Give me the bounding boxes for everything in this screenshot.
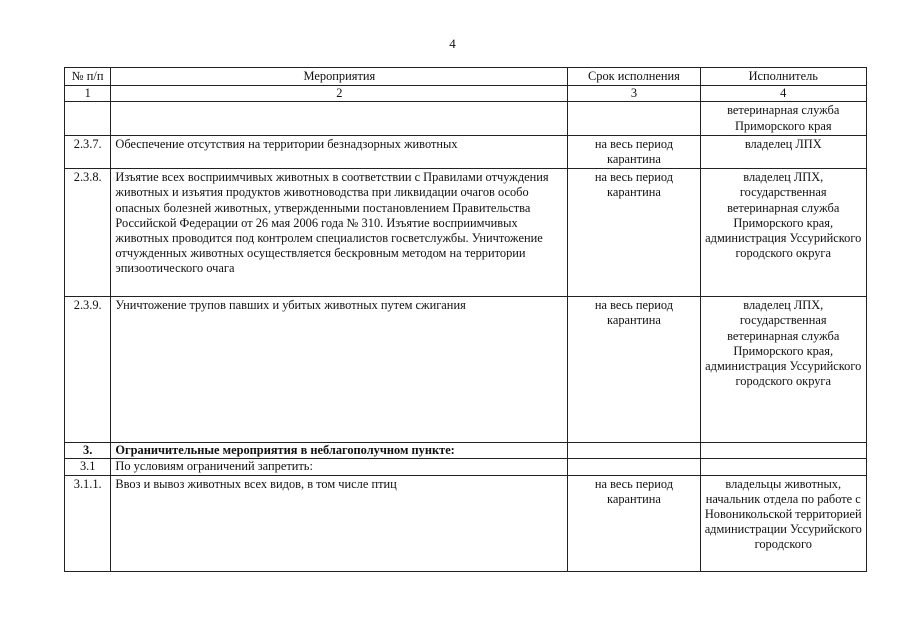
row-number-cell: 3.1.1.	[65, 475, 111, 571]
column-number-cell: 3	[568, 86, 700, 102]
page-number: 4	[449, 36, 456, 51]
row-term-cell: на весь период карантина	[568, 475, 700, 571]
table-row	[65, 297, 867, 443]
section-heading-row	[65, 443, 867, 459]
row-activity-cell	[111, 102, 568, 135]
row-executor-cell: владелец ЛПХ, государственная ветеринарная служба Приморского края, администрация Уссурийского городского округа	[700, 169, 866, 297]
row-activity-cell: Изъятие всех восприимчивых животных в соответствии с Правилами отчуждения животных и изъятия продуктов животноводства при ликвидации очагов особо опасных болезней животных, утвержденными постановлением Правительства Российской Федерации от 26 мая 2006 года № 310. Изъятие восприимчивых животных проводится под контролем специалистов госветслужбы. Уничтожение отчужденных животных осуществляется бескровным методом на территории эпизоотического очага	[111, 169, 568, 297]
row-term-cell	[568, 443, 700, 459]
table-row	[65, 135, 867, 168]
column-number-row	[65, 86, 867, 102]
header-cell-executor: Исполнитель	[700, 68, 866, 86]
row-number-cell: 2.3.9.	[65, 297, 111, 443]
row-number-cell: 2.3.8.	[65, 169, 111, 297]
row-term-cell: на весь период карантина	[568, 135, 700, 168]
header-cell-number: № п/п	[65, 68, 111, 86]
table-row	[65, 102, 867, 135]
row-executor-cell: ветеринарная служба Приморского края	[700, 102, 866, 135]
row-executor-cell	[700, 443, 866, 459]
row-number-cell: 3.1	[65, 459, 111, 475]
table-header-row	[65, 68, 867, 86]
column-number-cell: 4	[700, 86, 866, 102]
measures-table	[64, 67, 867, 572]
column-number-cell: 2	[111, 86, 568, 102]
header-cell-term: Срок исполнения	[568, 68, 700, 86]
header-cell-activity: Мероприятия	[111, 68, 568, 86]
row-number-cell	[65, 102, 111, 135]
row-executor-cell: владельцы животных, начальник отдела по работе с Новоникольской территорией администрации Уссурийского городского	[700, 475, 866, 571]
row-number-cell: 3.	[65, 443, 111, 459]
row-executor-cell	[700, 459, 866, 475]
column-number-cell: 1	[65, 86, 111, 102]
row-term-cell: на весь период карантина	[568, 297, 700, 443]
row-activity-cell: Уничтожение трупов павших и убитых животных путем сжигания	[111, 297, 568, 443]
table-row	[65, 475, 867, 571]
row-activity-cell: По условиям ограничений запретить:	[111, 459, 568, 475]
row-activity-cell: Обеспечение отсутствия на территории безнадзорных животных	[111, 135, 568, 168]
row-number-cell: 2.3.7.	[65, 135, 111, 168]
row-executor-cell: владелец ЛПХ	[700, 135, 866, 168]
row-executor-cell: владелец ЛПХ, государственная ветеринарная служба Приморского края, администрация Уссурийского городского округа	[700, 297, 866, 443]
table-row	[65, 459, 867, 475]
row-activity-cell: Ограничительные мероприятия в неблагополучном пункте:	[111, 443, 568, 459]
row-term-cell: на весь период карантина	[568, 169, 700, 297]
row-term-cell	[568, 459, 700, 475]
table-row	[65, 169, 867, 297]
row-activity-cell: Ввоз и вывоз животных всех видов, в том числе птиц	[111, 475, 568, 571]
row-term-cell	[568, 102, 700, 135]
